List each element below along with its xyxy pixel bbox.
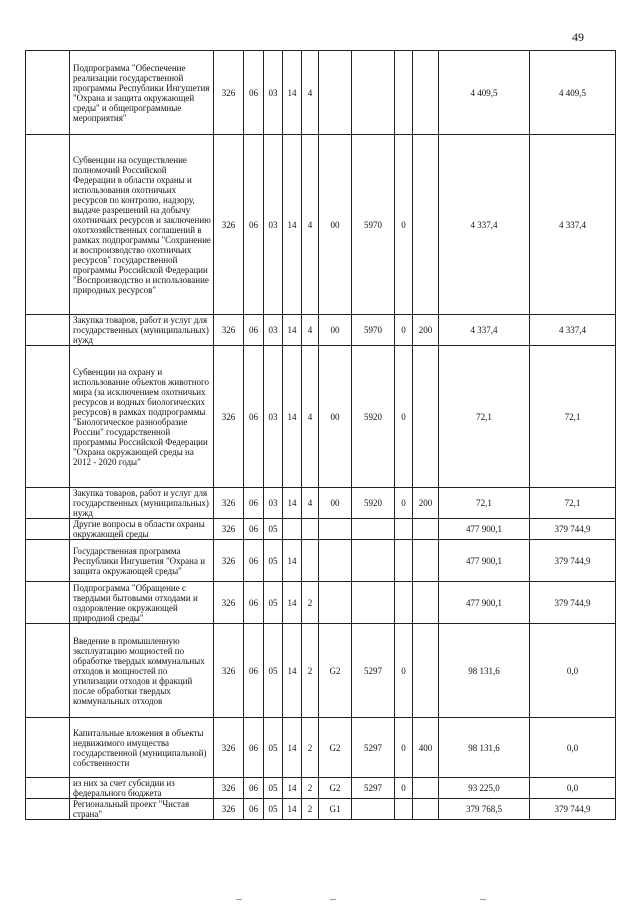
- blank-cell: [26, 488, 70, 519]
- cell-c4: 14: [283, 135, 302, 315]
- cell-c1: 326: [214, 778, 244, 799]
- row-name: Субвенции на охрану и использование объектов животного мира (за исключением охотничьих ресурсов и водных биологических ресурсов) в рамках подпрограммы "Биологическое разнообразие России" государственной программы Российской Федерации "Охрана окружающей среды на 2012 - 2020 годы": [70, 346, 214, 488]
- row-name: Введение в промышленную эксплуатацию мощностей по обработке твердых коммунальных отходов и мощностей по утилизации отходов и фракций после обработки твердых коммунальных отходов: [70, 624, 214, 718]
- cell-c1: 326: [214, 519, 244, 540]
- cell-c6: G2: [319, 718, 352, 778]
- cell-c3: 05: [264, 519, 283, 540]
- cell-v2: 72,1: [530, 488, 616, 519]
- cell-c8: 0: [395, 346, 413, 488]
- cell-c4: 14: [283, 778, 302, 799]
- row-name: Подпрограмма "Обеспечение реализации государственной программы Республики Ингушетия "Охрана и защита окружающей среды" и общепрограммные мероприятия": [70, 51, 214, 135]
- row-name: Капитальные вложения в объекты недвижимого имущества государственной (муниципальной) собственности: [70, 718, 214, 778]
- cell-c5: 4: [302, 346, 319, 488]
- cell-c2: 06: [244, 315, 264, 346]
- blank-cell: [26, 718, 70, 778]
- cell-c6: 00: [319, 488, 352, 519]
- table-row: [26, 51, 616, 135]
- cell-c9: [413, 799, 439, 820]
- cell-v1: 98 131,6: [439, 624, 530, 718]
- row-name: Региональный проект "Чистая страна": [70, 799, 214, 820]
- table-row: [26, 540, 616, 582]
- cell-c9: 200: [413, 488, 439, 519]
- cell-c9: [413, 519, 439, 540]
- cell-c3: 05: [264, 799, 283, 820]
- cell-v2: 379 744,9: [530, 519, 616, 540]
- cell-c9: [413, 778, 439, 799]
- cell-c4: 14: [283, 799, 302, 820]
- cell-c4: 14: [283, 540, 302, 582]
- cell-c4: 14: [283, 51, 302, 135]
- cell-c1: 326: [214, 718, 244, 778]
- cell-c1: 326: [214, 582, 244, 624]
- cell-c5: 2: [302, 624, 319, 718]
- cell-c8: 0: [395, 624, 413, 718]
- row-name: Субвенции на осуществление полномочий Российской Федерации в области охраны и использования охотничьих ресурсов по контролю, надзору, выдаче разрешений на добычу охотничьих ресурсов и заключению охотхозяйственных соглашений в рамках подпрограммы "Сохранение и воспроизводство охотничьих ресурсов" государственной программы Российской Федерации "Воспроизводство и использование природных ресурсов": [70, 135, 214, 315]
- cell-c7: 5297: [352, 624, 395, 718]
- cell-c3: 03: [264, 315, 283, 346]
- cell-c1: 326: [214, 488, 244, 519]
- cell-c4: [283, 519, 302, 540]
- cell-c9: [413, 540, 439, 582]
- cell-c2: 06: [244, 799, 264, 820]
- table-row: [26, 135, 616, 315]
- cell-c6: G2: [319, 778, 352, 799]
- cell-c2: 06: [244, 51, 264, 135]
- cell-v1: 477 900,1: [439, 540, 530, 582]
- row-name: Подпрограмма "Обращение с твердыми бытовыми отходами и оздоровление окружающей природной среды": [70, 582, 214, 624]
- row-name: из них за счет субсидии из федерального бюджета: [70, 778, 214, 799]
- cell-v2: 0,0: [530, 624, 616, 718]
- cell-c5: 4: [302, 51, 319, 135]
- cell-c3: 03: [264, 135, 283, 315]
- cell-c7: 5920: [352, 488, 395, 519]
- cell-c9: 400: [413, 718, 439, 778]
- cell-v1: 72,1: [439, 488, 530, 519]
- cell-v2: 4 409,5: [530, 51, 616, 135]
- cell-v2: 379 744,9: [530, 582, 616, 624]
- blank-cell: [26, 346, 70, 488]
- cell-c6: [319, 519, 352, 540]
- cell-c7: [352, 540, 395, 582]
- cell-c2: 06: [244, 582, 264, 624]
- cell-c4: 14: [283, 315, 302, 346]
- cell-c3: 03: [264, 346, 283, 488]
- cell-c8: [395, 519, 413, 540]
- cell-c4: 14: [283, 718, 302, 778]
- cell-c2: 06: [244, 540, 264, 582]
- cell-v1: 72,1: [439, 346, 530, 488]
- cell-c5: 2: [302, 778, 319, 799]
- cell-c7: 5970: [352, 315, 395, 346]
- cell-c8: 0: [395, 778, 413, 799]
- cell-c5: 2: [302, 582, 319, 624]
- table-row: [26, 718, 616, 778]
- cell-c3: 05: [264, 718, 283, 778]
- table-row: [26, 582, 616, 624]
- cell-c8: [395, 582, 413, 624]
- cell-v2: 0,0: [530, 718, 616, 778]
- blank-cell: [26, 315, 70, 346]
- cell-c3: 05: [264, 582, 283, 624]
- cell-c3: 03: [264, 51, 283, 135]
- row-name: Закупка товаров, работ и услуг для государственных (муниципальных) нужд: [70, 488, 214, 519]
- cell-c5: [302, 519, 319, 540]
- cell-c7: [352, 799, 395, 820]
- cell-c5: 4: [302, 135, 319, 315]
- page-number: 49: [572, 30, 584, 44]
- cell-c1: 326: [214, 624, 244, 718]
- cell-c5: 2: [302, 718, 319, 778]
- cell-c3: 05: [264, 540, 283, 582]
- cell-c9: [413, 135, 439, 315]
- cell-c6: 00: [319, 315, 352, 346]
- cell-c5: 4: [302, 488, 319, 519]
- cell-c7: [352, 51, 395, 135]
- cell-c9: [413, 346, 439, 488]
- cell-v1: 379 768,5: [439, 799, 530, 820]
- budget-table: [25, 50, 616, 820]
- cell-v2: 72,1: [530, 346, 616, 488]
- cell-c1: 326: [214, 315, 244, 346]
- cell-c2: 06: [244, 135, 264, 315]
- cell-c2: 06: [244, 488, 264, 519]
- cell-c8: 0: [395, 488, 413, 519]
- cell-c5: [302, 540, 319, 582]
- cell-v2: 379 744,9: [530, 540, 616, 582]
- cell-c7: [352, 519, 395, 540]
- cell-v1: 98 131,6: [439, 718, 530, 778]
- cell-v1: 4 337,4: [439, 135, 530, 315]
- cell-c1: 326: [214, 540, 244, 582]
- cell-c6: [319, 582, 352, 624]
- cell-v2: 379 744,9: [530, 799, 616, 820]
- blank-cell: [26, 582, 70, 624]
- cell-c7: [352, 582, 395, 624]
- cell-v1: 4 409,5: [439, 51, 530, 135]
- blank-cell: [26, 778, 70, 799]
- cell-c4: 14: [283, 488, 302, 519]
- cell-c1: 326: [214, 51, 244, 135]
- cell-c8: 0: [395, 718, 413, 778]
- cell-c8: [395, 540, 413, 582]
- cell-c3: 03: [264, 488, 283, 519]
- cell-c1: 326: [214, 135, 244, 315]
- row-name: Государственная программа Республики Ингушетия "Охрана и защита окружающей среды": [70, 540, 214, 582]
- cell-c9: [413, 582, 439, 624]
- table-row: [26, 346, 616, 488]
- table-row: [26, 624, 616, 718]
- table-row: [26, 778, 616, 799]
- row-name: Закупка товаров, работ и услуг для государственных (муниципальных) нужд: [70, 315, 214, 346]
- cell-c2: 06: [244, 778, 264, 799]
- row-name: Другие вопросы в области охраны окружающей среды: [70, 519, 214, 540]
- blank-cell: [26, 135, 70, 315]
- cell-c6: 00: [319, 135, 352, 315]
- table-row: [26, 799, 616, 820]
- cell-c9: [413, 624, 439, 718]
- cell-c2: 06: [244, 346, 264, 488]
- cell-c7: 5297: [352, 778, 395, 799]
- cell-c6: [319, 540, 352, 582]
- cell-c5: 2: [302, 799, 319, 820]
- cell-c4: 14: [283, 624, 302, 718]
- cell-v2: 0,0: [530, 778, 616, 799]
- table-row: [26, 488, 616, 519]
- cell-c3: 05: [264, 624, 283, 718]
- cell-c6: G2: [319, 624, 352, 718]
- cell-c6: G1: [319, 799, 352, 820]
- cell-c6: [319, 51, 352, 135]
- table-row: [26, 315, 616, 346]
- cell-c7: 5920: [352, 346, 395, 488]
- cell-c7: 5297: [352, 718, 395, 778]
- cell-c9: [413, 51, 439, 135]
- cell-c1: 326: [214, 799, 244, 820]
- cell-v2: 4 337,4: [530, 135, 616, 315]
- cell-v1: 477 900,1: [439, 582, 530, 624]
- cell-c4: 14: [283, 582, 302, 624]
- cell-c3: 05: [264, 778, 283, 799]
- cell-c6: 00: [319, 346, 352, 488]
- blank-cell: [26, 51, 70, 135]
- blank-cell: [26, 519, 70, 540]
- cell-c2: 06: [244, 718, 264, 778]
- cell-c9: 200: [413, 315, 439, 346]
- cell-c1: 326: [214, 346, 244, 488]
- scan-mark: [236, 899, 242, 900]
- cell-c7: 5970: [352, 135, 395, 315]
- blank-cell: [26, 799, 70, 820]
- cell-c2: 06: [244, 519, 264, 540]
- cell-c8: 0: [395, 135, 413, 315]
- cell-c8: 0: [395, 315, 413, 346]
- blank-cell: [26, 624, 70, 718]
- scan-mark: [480, 899, 486, 900]
- cell-v1: 477 900,1: [439, 519, 530, 540]
- cell-c8: [395, 51, 413, 135]
- blank-cell: [26, 540, 70, 582]
- table-body: [26, 51, 616, 820]
- table-row: [26, 519, 616, 540]
- cell-v1: 4 337,4: [439, 315, 530, 346]
- scan-mark: [330, 899, 336, 900]
- cell-c2: 06: [244, 624, 264, 718]
- cell-c5: 4: [302, 315, 319, 346]
- cell-c8: [395, 799, 413, 820]
- cell-v2: 4 337,4: [530, 315, 616, 346]
- cell-c4: 14: [283, 346, 302, 488]
- cell-v1: 93 225,0: [439, 778, 530, 799]
